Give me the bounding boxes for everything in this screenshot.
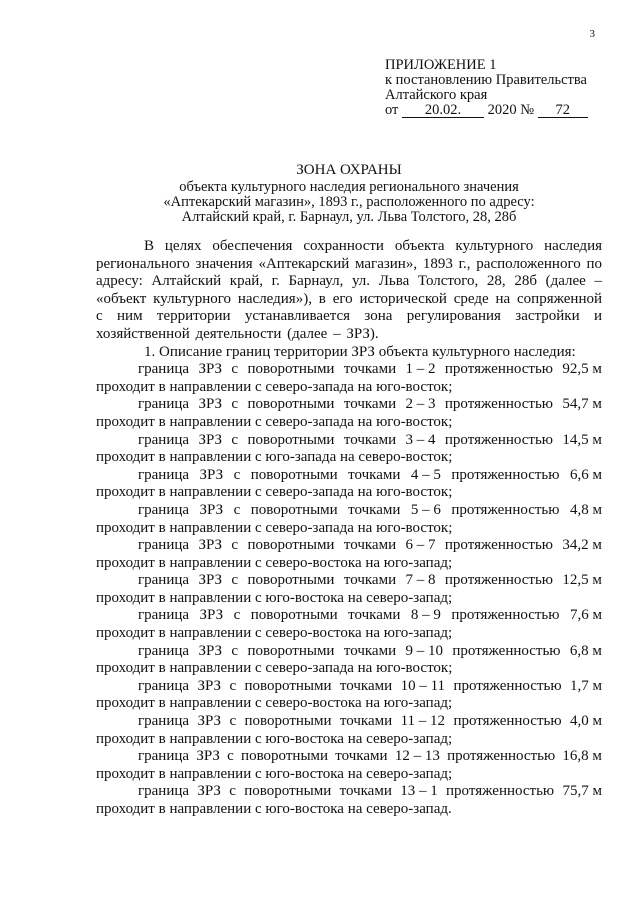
boundary-word: точками [339, 783, 392, 800]
decree-number: 72 [538, 104, 588, 118]
boundary-word: протяженностью [453, 677, 562, 694]
boundary-word: граница [138, 607, 190, 624]
boundary-word: 9 – 10 [405, 642, 444, 659]
boundary-word: точками [335, 748, 388, 765]
boundary-word: с [231, 431, 239, 448]
boundary-word: с [231, 361, 239, 378]
boundary-word: граница [138, 501, 190, 518]
boundary-word: протяженностью [444, 431, 554, 448]
boundary-word: 1 – 2 [405, 361, 436, 378]
boundary-word: с [233, 607, 241, 624]
boundary-word: 3 – 4 [405, 431, 436, 448]
boundary-direction: проходит в направлении с северо-востока на юго-запад; [96, 554, 453, 571]
boundary-direction: проходит в направлении с северо-востока на юго-запад; [96, 625, 453, 642]
boundary-word: граница [138, 642, 190, 659]
boundary-entry-lead [96, 432, 602, 450]
boundary-word: граница [138, 713, 190, 730]
boundary-word: ЗРЗ [198, 537, 223, 554]
boundary-word: протяженностью [447, 748, 556, 765]
boundary-word: 6,8 м [569, 642, 602, 659]
boundary-word: 75,7 м [562, 783, 602, 800]
boundary-word: ЗРЗ [198, 361, 223, 378]
boundary-direction: проходит в направлении с северо-запада на юго-восток; [96, 519, 453, 536]
boundary-word: с [231, 572, 239, 589]
appendix-line-2: Алтайского края [385, 87, 488, 103]
boundary-word: 4,0 м [569, 713, 602, 730]
boundary-word: граница [138, 537, 190, 554]
document-heading [96, 163, 602, 225]
boundary-word: 14,5 м [562, 431, 602, 448]
boundary-direction: проходит в направлении с северо-запада на юго-восток; [96, 484, 453, 501]
boundary-entry [96, 572, 602, 607]
boundary-word: протяженностью [446, 783, 555, 800]
boundary-word: 7 – 8 [405, 572, 436, 589]
boundary-word: граница [138, 361, 190, 378]
boundary-word: с [231, 537, 239, 554]
section-1-heading: 1. Описание границ территории ЗРЗ объекта культурного наследия: [144, 343, 576, 360]
boundary-entry [96, 361, 602, 396]
boundary-list [96, 361, 602, 818]
boundary-word: 92,5 м [562, 361, 602, 378]
boundary-direction: проходит в направлении с северо-востока на юго-запад; [96, 695, 453, 712]
boundary-word: точками [348, 501, 401, 518]
boundary-entry-lead [96, 537, 602, 555]
boundary-word: граница [138, 431, 190, 448]
boundary-direction: проходит в направлении с северо-запада на юго-восток; [96, 660, 453, 677]
boundary-entry [96, 537, 602, 572]
boundary-entry-lead [96, 572, 602, 590]
boundary-word: ЗРЗ [198, 572, 223, 589]
year-label: 2020 № [487, 102, 535, 118]
boundary-entry [96, 467, 602, 502]
boundary-word: 4,8 м [569, 501, 602, 518]
boundary-word: 34,2 м [562, 537, 602, 554]
boundary-word: протяженностью [451, 466, 560, 483]
boundary-word: ЗРЗ [197, 783, 221, 800]
boundary-entry-lead [96, 607, 602, 625]
boundary-word: поворотными [244, 713, 332, 730]
boundary-word: точками [343, 396, 397, 413]
boundary-word: протяженностью [451, 607, 560, 624]
boundary-word: с [229, 783, 236, 800]
heading-line-3: Алтайский край, г. Барнаул, ул. Льва Толстого, 28, 28б [181, 209, 517, 225]
boundary-word: протяженностью [444, 537, 554, 554]
boundary-word: точками [343, 642, 397, 659]
appendix-block [385, 58, 588, 118]
boundary-word: ЗРЗ [198, 642, 223, 659]
boundary-entry [96, 396, 602, 431]
boundary-word: граница [138, 783, 190, 800]
boundary-word: с [231, 642, 239, 659]
boundary-word: точками [339, 713, 393, 730]
boundary-word: протяженностью [453, 713, 562, 730]
boundary-direction: проходит в направлении с юго-востока на северо-запад; [96, 765, 453, 782]
boundary-word: 12,5 м [562, 572, 602, 589]
boundary-word: 8 – 9 [410, 607, 441, 624]
boundary-word: 1,7 м [569, 677, 602, 694]
boundary-word: точками [343, 572, 397, 589]
heading-line-1: объекта культурного наследия регионального значения [179, 179, 519, 195]
boundary-word: точками [339, 677, 393, 694]
boundary-word: ЗРЗ [199, 607, 224, 624]
boundary-word: ЗРЗ [197, 677, 222, 694]
heading-line-2: «Аптекарский магазин», 1893 г., расположенного по адресу: [163, 194, 535, 210]
appendix-line-1: к постановлению Правительства [385, 72, 587, 88]
boundary-word: поворотными [247, 396, 335, 413]
boundary-word: 6 – 7 [405, 537, 436, 554]
boundary-word: с [233, 501, 241, 518]
boundary-word: поворотными [241, 748, 329, 765]
boundary-word: точками [343, 431, 397, 448]
boundary-entry [96, 748, 602, 783]
boundary-direction: проходит в направлении с юго-востока на северо-запад; [96, 589, 453, 606]
boundary-direction: проходит в направлении с северо-запада на юго-восток; [96, 413, 453, 430]
boundary-entry-lead [96, 748, 602, 766]
boundary-word: поворотными [247, 431, 335, 448]
document-body [96, 238, 602, 819]
document-title: ЗОНА ОХРАНЫ [296, 162, 402, 178]
decree-date: 20.02. [402, 104, 484, 118]
boundary-word: с [227, 748, 234, 765]
boundary-word: граница [138, 396, 190, 413]
boundary-entry [96, 678, 602, 713]
boundary-word: протяженностью [452, 642, 561, 659]
boundary-word: протяженностью [451, 501, 560, 518]
boundary-word: 7,6 м [569, 607, 602, 624]
boundary-word: поворотными [247, 537, 335, 554]
boundary-word: 13 – 1 [400, 783, 438, 800]
boundary-word: 12 – 13 [394, 748, 440, 765]
boundary-word: граница [138, 572, 190, 589]
boundary-direction: проходит в направлении с юго-востока на северо-запад; [96, 730, 453, 747]
boundary-entry [96, 607, 602, 642]
boundary-word: поворотными [244, 783, 332, 800]
boundary-word: с [229, 713, 237, 730]
boundary-word: поворотными [250, 607, 338, 624]
boundary-word: протяженностью [444, 361, 554, 378]
boundary-entry-lead [96, 396, 602, 414]
boundary-word: 11 – 12 [400, 713, 446, 730]
from-label: от [385, 102, 399, 118]
boundary-direction: проходит в направлении с северо-запада на юго-восток; [96, 378, 453, 395]
boundary-word: с [231, 396, 239, 413]
boundary-word: 4 – 5 [410, 466, 441, 483]
boundary-entry-lead [96, 502, 602, 520]
boundary-direction: проходит в направлении с юго-востока на северо-запад. [96, 801, 452, 817]
boundary-entry [96, 502, 602, 537]
boundary-word: 2 – 3 [405, 396, 436, 413]
appendix-title: ПРИЛОЖЕНИЕ 1 [385, 57, 497, 73]
boundary-word: граница [138, 748, 190, 765]
boundary-word: ЗРЗ [196, 748, 220, 765]
appendix-date-line [385, 103, 588, 118]
intro-paragraph: В целях обеспечения сохранности объекта культурного наследия регионального значения «Аптекарский магазин», 1893 г., расположенного по адресу: Алтайский край, г. Барнаул, ул. Льва Толстого, 28, 28б (далее – «объект культурного наследия»), в его исторической среде на сопряженной с ним территории устанавливается зона регулирования застройки и хозяйственной деятельности (далее – ЗРЗ). [96, 238, 602, 342]
boundary-entry [96, 713, 602, 748]
boundary-word: точками [348, 466, 401, 483]
boundary-word: 10 – 11 [400, 677, 446, 694]
boundary-word: точками [343, 537, 397, 554]
boundary-entry-lead [96, 361, 602, 379]
boundary-word: 16,8 м [562, 748, 602, 765]
boundary-word: поворотными [250, 501, 338, 518]
boundary-entry-lead [96, 678, 602, 696]
boundary-entry [96, 643, 602, 678]
boundary-word: поворотными [247, 361, 335, 378]
boundary-word: поворотными [244, 677, 332, 694]
boundary-word: граница [138, 466, 190, 483]
boundary-word: поворотными [247, 572, 335, 589]
boundary-word: точками [348, 607, 401, 624]
boundary-word: с [233, 466, 241, 483]
boundary-word: ЗРЗ [199, 466, 224, 483]
boundary-word: ЗРЗ [197, 713, 222, 730]
boundary-entry [96, 432, 602, 467]
boundary-word: поворотными [247, 642, 335, 659]
boundary-word: 5 – 6 [410, 501, 441, 518]
boundary-word: поворотными [250, 466, 338, 483]
boundary-word: ЗРЗ [198, 396, 223, 413]
boundary-word: протяженностью [444, 572, 554, 589]
boundary-entry-lead [96, 643, 602, 661]
boundary-entry [96, 783, 602, 818]
boundary-entry-lead [96, 713, 602, 731]
boundary-direction: проходит в направлении с юго-запада на северо-восток; [96, 449, 453, 466]
boundary-word: граница [138, 677, 190, 694]
boundary-word: ЗРЗ [198, 431, 223, 448]
boundary-word: с [229, 677, 237, 694]
boundary-word: ЗРЗ [199, 501, 224, 518]
boundary-word: 6,6 м [569, 466, 602, 483]
boundary-entry-lead [96, 783, 602, 801]
boundary-word: протяженностью [444, 396, 554, 413]
boundary-word: 54,7 м [562, 396, 602, 413]
boundary-word: точками [343, 361, 397, 378]
boundary-entry-lead [96, 467, 602, 485]
page-number: 3 [589, 28, 595, 40]
